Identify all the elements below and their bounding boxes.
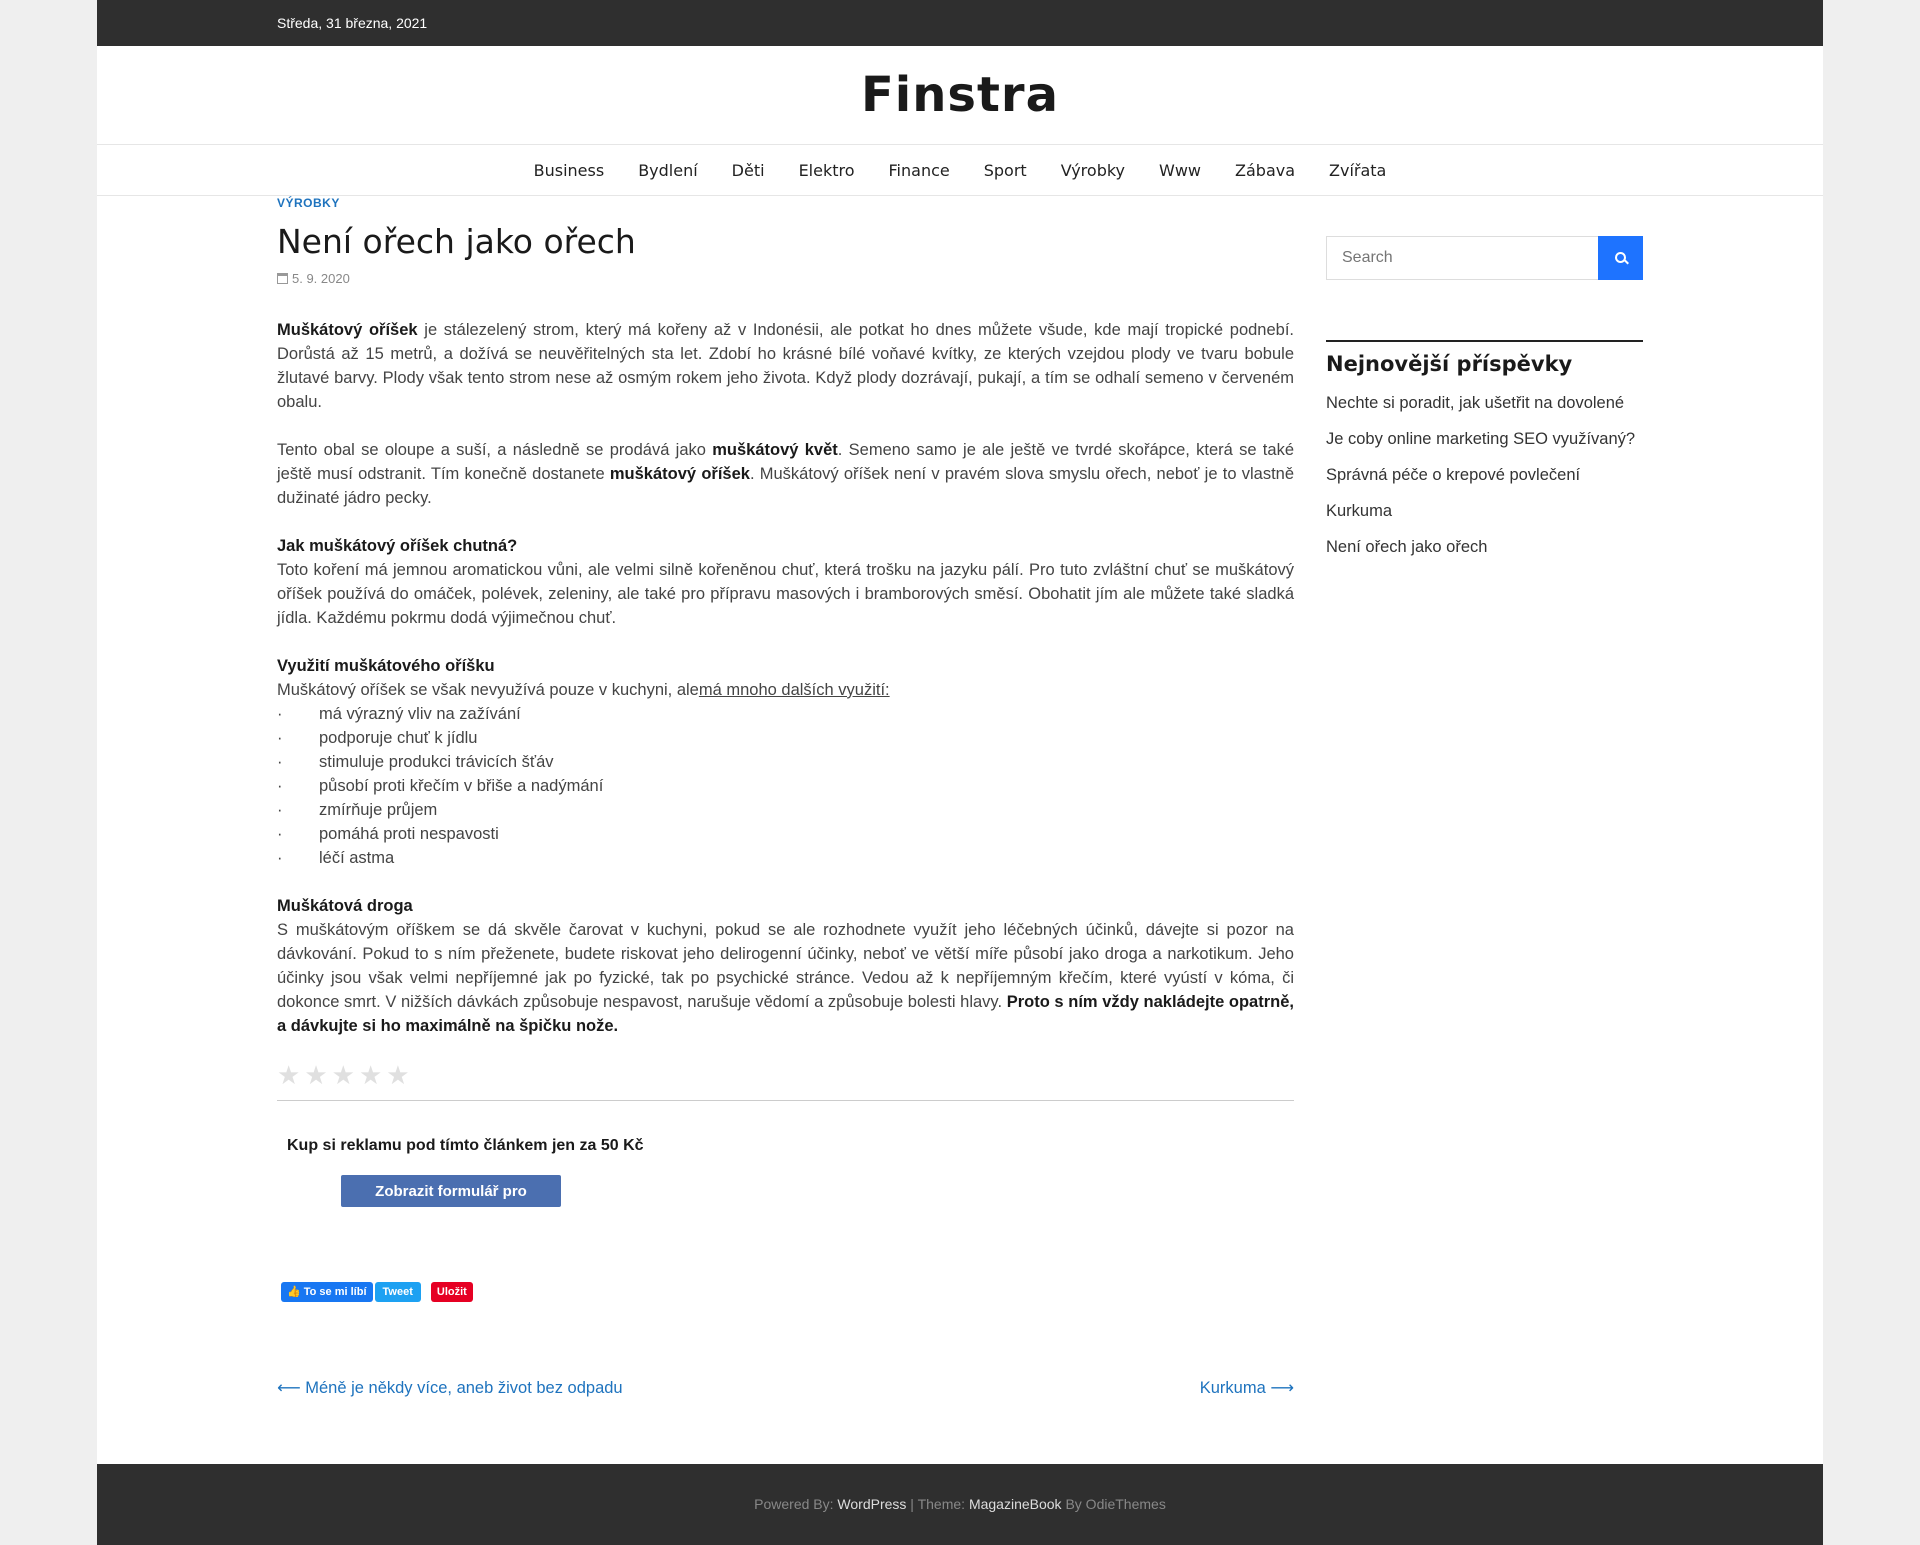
promo-text: Kup si reklamu pod tímto článkem jen za 50 Kč bbox=[287, 1137, 644, 1154]
post-title: Není ořech jako ořech bbox=[277, 222, 636, 261]
footer-separator: | bbox=[906, 1496, 918, 1512]
prev-post-link[interactable]: ⟵ Méně je někdy více, aneb život bez odpadu bbox=[277, 1379, 623, 1397]
paragraph: Tento obal se oloupe a suší, a následně se prodává jako muškátový květ. Semeno samo je ale ještě ve tvrdé skořápce, která se také ještě musí odstranit. Tím konečně dostanete muškátový oříšek. Muškátový oříšek není v pravém slova smyslu ořech, neboť je to vlastně dužinaté jádro pecky. bbox=[277, 441, 1295, 507]
list-item: · působí proti křečím v břiše a nadýmání bbox=[277, 777, 604, 795]
article-column bbox=[277, 196, 1295, 1397]
search-button[interactable] bbox=[1598, 236, 1643, 280]
nav-item-deti[interactable]: Děti bbox=[731, 160, 765, 180]
star-icon[interactable]: ★ bbox=[386, 1060, 410, 1090]
current-date: Středa, 31 března, 2021 bbox=[277, 15, 428, 31]
footer-wordpress-link[interactable]: WordPress bbox=[837, 1496, 907, 1512]
next-post-link[interactable]: Kurkuma ⟶ bbox=[1199, 1379, 1294, 1397]
paragraph: Muškátový oříšek je stálezelený strom, který má kořeny až v Indonésii, ale potkat ho dnes můžete všude, kde mají tropické podnebí. Dorůstá až 15 metrů, a dožívá se neuvěřitelných sta let. Zdobí ho krásné bílé voňavé kvítky, ze kterých vzejdou plody ve tvaru bobule žlutavé barvy. Plody však tento strom nese až osmým rokem jeho života. Když plody dozrávají, pukají, a tím se odhalí semeno v červeném obalu. bbox=[277, 321, 1295, 411]
star-icon[interactable]: ★ bbox=[277, 1060, 301, 1090]
site-header bbox=[97, 46, 1823, 145]
article-body bbox=[277, 318, 1294, 1038]
site-footer bbox=[97, 1464, 1823, 1545]
rating-stars bbox=[277, 1062, 1294, 1088]
list-item: · pomáhá proti nespavosti bbox=[277, 825, 499, 843]
list-item: · léčí astma bbox=[277, 849, 395, 867]
facebook-like-button[interactable]: 👍 To se mi líbí bbox=[281, 1282, 373, 1302]
nav-item-zabava[interactable]: Zábava bbox=[1235, 160, 1296, 180]
footer-author: By OdieThemes bbox=[1061, 1496, 1166, 1512]
divider bbox=[277, 1100, 1294, 1101]
page bbox=[97, 0, 1823, 1545]
tweet-button[interactable]: Tweet bbox=[375, 1282, 421, 1302]
section-heading: Muškátová droga bbox=[277, 897, 413, 915]
section-heading: Jak muškátový oříšek chutná? bbox=[277, 537, 518, 555]
footer-powered: Powered By: bbox=[754, 1496, 838, 1512]
main-nav bbox=[97, 145, 1823, 196]
post-date[interactable]: 5. 9. 2020 bbox=[292, 271, 350, 286]
star-icon[interactable]: ★ bbox=[358, 1060, 383, 1090]
show-form-button[interactable]: Zobrazit formulář pro bbox=[341, 1175, 561, 1207]
uses-list bbox=[277, 702, 1294, 870]
nav-item-zvirata[interactable]: Zvířata bbox=[1329, 160, 1387, 180]
post-meta bbox=[277, 271, 1294, 286]
top-bar bbox=[97, 0, 1823, 46]
list-item: · má výrazný vliv na zažívání bbox=[277, 705, 521, 723]
list-item: · zmírňuje průjem bbox=[277, 801, 438, 819]
nav-item-www[interactable]: Www bbox=[1159, 160, 1202, 180]
paragraph: S muškátovým oříškem se dá skvěle čarovat v kuchyni, pokud se ale rozhodnete využít jeho léčebných účinků, dávejte si pozor na dávkování. Pokud to s ním přeženete, budete riskovat jeho delirogenní účinky, neboť ve větší míře působí jako droga a narkotikum. Jeho účinky jsou však velmi nepříjemné jak po fyzické, tak po psychické stránce. Vedou až k nepříjemným křečím, které vyústí v kóma, či dokonce smrt. V nižších dávkách způsobuje nespavost, narušuje vědomí a způsobuje bolesti hlavy. Proto s ním vždy nakládejte opatrně, a dávkujte si ho maximálně na špičku nože. bbox=[277, 921, 1294, 1035]
post-navigation bbox=[277, 1378, 1294, 1398]
paragraph: Muškátový oříšek se však nevyužívá pouze v kuchyni, alemá mnoho dalších využití: bbox=[277, 681, 890, 699]
star-icon[interactable]: ★ bbox=[304, 1060, 328, 1090]
social-buttons bbox=[281, 1282, 473, 1302]
widget-title: Nejnovější příspěvky bbox=[1326, 352, 1573, 376]
recent-post-link[interactable]: Není ořech jako ořech bbox=[1326, 538, 1488, 556]
nav-item-finance[interactable]: Finance bbox=[888, 160, 950, 180]
recent-post-link[interactable]: Je coby online marketing SEO využívaný? bbox=[1326, 430, 1636, 448]
nav-item-elektro[interactable]: Elektro bbox=[798, 160, 855, 180]
recent-posts-widget bbox=[1326, 340, 1643, 557]
paragraph: Toto koření má jemnou aromatickou vůni, ale velmi silně kořeněnou chuť, která trošku na jazyku pálí. Pro tuto zvláštní chuť se muškátový oříšek používá do omáček, polévek, zeleniny, ale také pro přípravu masových i bramborových směsí. Obohatit jím ale můžete také sladká jídla. Každému pokrmu dodá výjimečnou chuť. bbox=[277, 561, 1294, 627]
recent-post-link[interactable]: Kurkuma bbox=[1326, 502, 1393, 520]
sidebar bbox=[1326, 236, 1643, 574]
nav-item-bydleni[interactable]: Bydlení bbox=[638, 160, 698, 180]
post-category[interactable]: VÝROBKY bbox=[277, 196, 340, 210]
calendar-icon bbox=[277, 273, 288, 284]
recent-post-link[interactable]: Správná péče o krepové povlečení bbox=[1326, 466, 1581, 484]
recent-post-link[interactable]: Nechte si poradit, jak ušetřit na dovolené bbox=[1326, 394, 1625, 412]
pinterest-save-button[interactable]: Uložit bbox=[431, 1282, 473, 1302]
section-heading: Využití muškátového oříšku bbox=[277, 657, 495, 675]
nav-item-sport[interactable]: Sport bbox=[983, 160, 1027, 180]
site-title[interactable]: Finstra bbox=[861, 67, 1059, 123]
search-form bbox=[1326, 236, 1643, 280]
star-icon[interactable]: ★ bbox=[331, 1060, 355, 1090]
list-item: · podporuje chuť k jídlu bbox=[277, 729, 478, 747]
nav-item-business[interactable]: Business bbox=[533, 160, 605, 180]
search-input[interactable] bbox=[1326, 236, 1598, 280]
footer-theme-link[interactable]: MagazineBook bbox=[968, 1496, 1062, 1512]
nav-item-vyrobky[interactable]: Výrobky bbox=[1060, 160, 1126, 180]
search-icon bbox=[1615, 252, 1627, 264]
footer-theme-label: Theme: bbox=[917, 1496, 969, 1512]
list-item: · stimuluje produkci trávicích šťáv bbox=[277, 753, 554, 771]
